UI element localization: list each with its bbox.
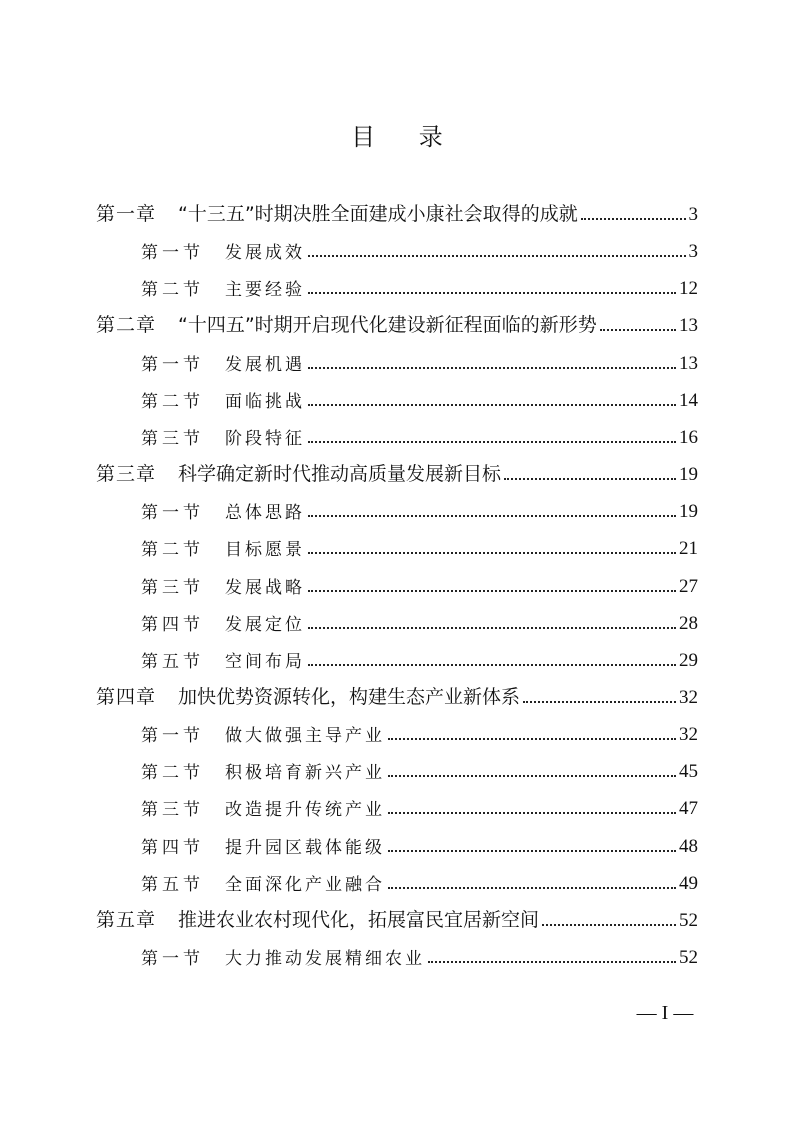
toc-entry-number: 第一节	[141, 243, 204, 264]
toc-page-number: 29	[679, 649, 698, 671]
toc-page-number: 16	[679, 426, 698, 448]
toc-entry-title: 发展战略	[225, 577, 305, 598]
toc-dot-leader	[308, 627, 676, 629]
toc-dot-leader	[388, 850, 676, 852]
toc-entry-number: 第一节	[141, 503, 204, 524]
toc-chapter-entry[interactable]	[96, 902, 698, 932]
toc-entry-title: 全面深化产业融合	[225, 874, 385, 895]
toc-entry-number: 第二节	[141, 540, 204, 561]
toc-dot-leader	[308, 404, 676, 406]
toc-dot-leader	[308, 664, 676, 666]
toc-entry-number: 第三章	[96, 463, 157, 486]
toc-page-number: 21	[679, 538, 698, 560]
toc-entry-title: 提升园区载体能级	[225, 837, 385, 858]
toc-entry-title: 发展机遇	[225, 354, 305, 375]
toc-chapter-entry[interactable]	[96, 679, 698, 709]
toc-section-entry[interactable]	[141, 753, 698, 783]
toc-page-number: 47	[679, 798, 698, 820]
toc-page-number: 52	[679, 909, 698, 931]
toc-entry-number: 第五节	[141, 874, 204, 895]
toc-entry-title: 积极培育新兴产业	[225, 763, 385, 784]
toc-dot-leader	[388, 887, 676, 889]
toc-chapter-entry[interactable]	[96, 196, 698, 226]
toc-entry-title: 发展成效	[225, 243, 305, 264]
toc-entry-number: 第三节	[141, 577, 204, 598]
toc-page-number: 12	[679, 278, 698, 300]
toc-section-entry[interactable]	[141, 530, 698, 560]
toc-section-entry[interactable]	[141, 790, 698, 820]
toc-dot-leader	[308, 590, 676, 592]
toc-page-number: 52	[679, 947, 698, 968]
toc-section-entry[interactable]	[141, 345, 698, 375]
toc-entry-number: 第二节	[141, 280, 204, 301]
toc-page-number: 32	[679, 724, 698, 746]
toc-section-entry[interactable]	[141, 233, 698, 263]
toc-section-entry[interactable]	[141, 270, 698, 300]
toc-dot-leader	[581, 218, 686, 220]
toc-section-entry[interactable]	[141, 382, 698, 412]
toc-entry-number: 第五节	[141, 651, 204, 672]
toc-dot-leader	[523, 701, 676, 703]
toc-entry-number: 第四节	[141, 614, 204, 635]
toc-entry-number: 第五章	[96, 908, 157, 931]
toc-section-entry[interactable]	[141, 828, 698, 858]
toc-page-number: 3	[688, 204, 698, 225]
toc-entry-number: 第一节	[141, 354, 204, 375]
toc-entry-title: “十四五”时期开启现代化建设新征程面临的新形势	[178, 314, 597, 337]
toc-page-number: 14	[679, 389, 698, 411]
toc-entry-number: 第二节	[141, 391, 204, 412]
toc-dot-leader	[308, 367, 676, 369]
toc-entry-number: 第一章	[96, 203, 157, 225]
toc-page-number: 49	[679, 872, 698, 894]
page-title: 目 录	[351, 123, 461, 151]
toc-dot-leader	[542, 924, 676, 926]
toc-entry-title: 科学确定新时代推动高质量发展新目标	[178, 463, 502, 486]
toc-section-entry[interactable]	[141, 939, 698, 969]
toc-dot-leader	[308, 292, 676, 294]
toc-page-number: 19	[679, 464, 698, 486]
toc-entry-title: 大力推动发展精细农业	[225, 949, 425, 969]
toc-section-entry[interactable]	[141, 716, 698, 746]
toc-section-entry[interactable]	[141, 419, 698, 449]
toc-dot-leader	[308, 515, 676, 517]
toc-entry-title: 做大做强主导产业	[225, 726, 385, 747]
toc-page-number: 13	[679, 352, 698, 374]
toc-dot-leader	[388, 738, 676, 740]
toc-entry-title: 主要经验	[225, 280, 305, 301]
toc-entry-title: 改造提升传统产业	[225, 800, 385, 821]
toc-dot-leader	[388, 775, 676, 777]
toc-entry-title: 发展定位	[225, 614, 305, 635]
toc-dot-leader	[308, 255, 686, 257]
toc-dot-leader	[308, 552, 676, 554]
toc-page-number: 32	[679, 686, 698, 708]
toc-entry-title: “十三五”时期决胜全面建成小康社会取得的成就	[178, 203, 578, 225]
toc-entry-number: 第一节	[141, 726, 204, 747]
toc-chapter-entry[interactable]	[96, 307, 698, 337]
toc-entry-title: 空间布局	[225, 651, 305, 672]
toc-entry-number: 第三节	[141, 428, 204, 449]
toc-page-number: 13	[679, 315, 698, 337]
toc-dot-leader	[428, 961, 676, 963]
toc-dot-leader	[308, 441, 676, 443]
toc-entry-number: 第四章	[96, 685, 157, 708]
toc-chapter-entry[interactable]	[96, 456, 698, 486]
toc-entry-number: 第二章	[96, 314, 157, 337]
toc-section-entry[interactable]	[141, 865, 698, 895]
toc-section-entry[interactable]	[141, 568, 698, 598]
toc-entry-title: 加快优势资源转化，构建生态产业新体系	[178, 685, 521, 708]
toc-entry-title: 目标愿景	[225, 540, 305, 561]
toc-page-number: 19	[679, 501, 698, 523]
toc-page-number: 48	[679, 835, 698, 857]
toc-page-number: 45	[679, 761, 698, 783]
toc-entry-number: 第二节	[141, 763, 204, 784]
toc-entry-number: 第一节	[141, 949, 204, 969]
toc-section-entry[interactable]	[141, 605, 698, 635]
toc-dot-leader	[504, 478, 676, 480]
toc-entry-title: 推进农业农村现代化，拓展富民宜居新空间	[178, 908, 540, 931]
toc-entry-number: 第四节	[141, 837, 204, 858]
toc-section-entry[interactable]	[141, 493, 698, 523]
toc-dot-leader	[388, 812, 676, 814]
toc-dot-leader	[600, 329, 676, 331]
toc-entry-title: 面临挑战	[225, 391, 305, 412]
toc-section-entry[interactable]	[141, 642, 698, 672]
toc-entry-title: 总体思路	[225, 503, 305, 524]
toc-page-number: 27	[679, 575, 698, 597]
toc-entry-title: 阶段特征	[225, 428, 305, 449]
toc-entry-number: 第三节	[141, 800, 204, 821]
toc-page-number: 3	[688, 241, 698, 263]
toc-page-number: 28	[679, 612, 698, 634]
page-number-footer: — I —	[636, 1002, 694, 1024]
